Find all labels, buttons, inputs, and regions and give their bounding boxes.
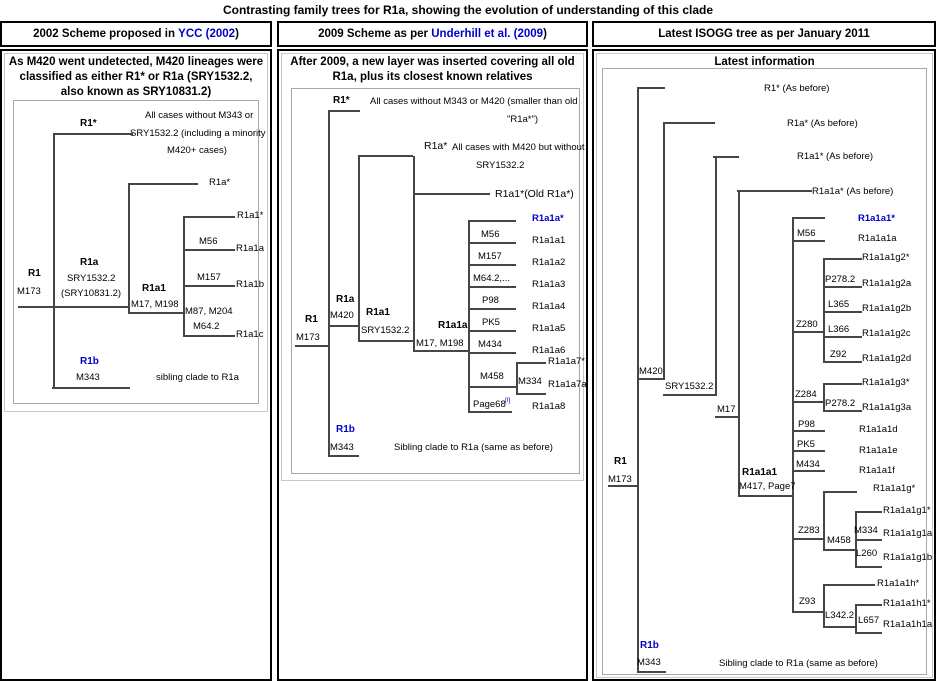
tree-label-l657: L657 xyxy=(858,615,880,626)
tree-branch-line-v xyxy=(53,133,55,389)
tree-label-m420: M420 xyxy=(639,366,663,377)
tree-label-m56: M56 xyxy=(199,236,218,247)
tree-label-sry10831-2: (SRY10831.2) xyxy=(61,288,122,299)
tree-label-sry1532-2: SRY1532.2 xyxy=(476,160,525,171)
header-2009-scheme xyxy=(277,21,588,47)
tree-label-sry1532-2: SRY1532.2 xyxy=(67,273,116,284)
tree-branch-line-v xyxy=(468,220,470,413)
header-2009-prefix: 2009 Scheme as per xyxy=(318,28,432,40)
footnote-marker-l[interactable]: [l] xyxy=(505,397,511,404)
underhill-2009-link[interactable]: Underhill et al. (2009 xyxy=(431,28,544,40)
tree-label-r1a1a5: R1a1a5 xyxy=(532,323,566,334)
tree-branch-line-h xyxy=(128,312,185,314)
tree-label-r1a1a: R1a1a xyxy=(236,243,264,254)
tree-label-r1a1c: R1a1c xyxy=(236,329,264,340)
tree-branch-line-v xyxy=(637,87,639,673)
tree-label-page68: Page68 xyxy=(473,399,506,410)
tree-branch-line-h xyxy=(855,566,882,568)
tree-branch-line-h xyxy=(792,217,825,219)
tree-label-r1a1a1g2c: R1a1a1g2c xyxy=(862,328,911,339)
tree-branch-line-h xyxy=(608,485,639,487)
tree-branch-line-h xyxy=(715,416,740,418)
tree-label-r1a: R1a xyxy=(80,257,99,268)
tree-label-r1a1a1h1a: R1a1a1h1a xyxy=(883,619,933,630)
panel-isogg-note: Latest information xyxy=(714,56,815,68)
tree-branch-line-v xyxy=(823,584,825,628)
tree-branch-line-h xyxy=(358,155,413,157)
tree-branch-line-h xyxy=(792,470,825,472)
tree-label-r1a1a2: R1a1a2 xyxy=(532,257,566,268)
tree-label-r1a1-old-r1a: R1a1*(Old R1a*) xyxy=(495,188,574,200)
tree-label-z283: Z283 xyxy=(798,525,820,536)
tree-label-all-cases-without-m343-or: All cases without M343 or xyxy=(145,110,254,121)
tree-label-r1a1-as-before: R1a1* (As before) xyxy=(797,151,874,162)
panel-2002-note: As M420 went undetected, M420 lineages were classified as either R1* or R1a (SRY1532.2, also known as SRY10831.2) xyxy=(8,56,264,98)
tree-label-r1a1b: R1a1b xyxy=(236,279,264,290)
tree-branch-line-h xyxy=(663,394,717,396)
tree-branch-line-h xyxy=(792,611,825,613)
figure-title: Contrasting family trees for R1a, showing the evolution of understanding of this clade xyxy=(222,3,714,17)
tree-label-r1a: R1a* xyxy=(424,140,448,152)
tree-branch-line-v xyxy=(738,190,740,497)
tree-label-all-cases-without-m343-or-m4: All cases without M343 or M420 (smaller than old xyxy=(370,96,578,107)
tree-label-r1a1: R1a1 xyxy=(366,307,390,318)
tree-branch-line-h xyxy=(792,331,825,333)
tree-label-r1a1a1g1a: R1a1a1g1a xyxy=(883,528,933,539)
tree-branch-line-h xyxy=(792,450,825,452)
tree-label-r1a: R1a xyxy=(336,294,355,305)
tree-label-r1: R1 xyxy=(28,268,41,279)
tree-branch-line-h xyxy=(468,352,516,354)
panel-2009-note: After 2009, a new layer was inserted covering all old R1a, plus its closest known relatives xyxy=(290,56,575,83)
tree-label-r1a1a1g1b: R1a1a1g1b xyxy=(883,552,933,563)
tree-label-r1: R1 xyxy=(614,456,627,467)
tree-label-r1a1a1g2a: R1a1a1g2a xyxy=(862,278,912,289)
tree-label-m343: M343 xyxy=(637,657,661,668)
tree-branch-line-h xyxy=(792,401,825,403)
tree-label-sibling-clade-to-r1a: sibling clade to R1a xyxy=(156,372,239,383)
tree-label-l366: L366 xyxy=(828,324,850,335)
tree-label-r1a1a8: R1a1a8 xyxy=(532,401,566,412)
tree-branch-line-h xyxy=(468,286,516,288)
tree-label-sry1532-2-including-a-minori: SRY1532.2 (including a minority xyxy=(130,128,266,139)
tree-branch-line-v xyxy=(413,156,415,352)
tree-label-m173: M173 xyxy=(608,474,632,485)
tree-branch-line-h xyxy=(737,190,812,192)
tree-label-r1a1a1h: R1a1a1h* xyxy=(877,578,920,589)
tree-branch-line-v xyxy=(823,491,825,551)
tree-label-m87-m204: M87, M204 xyxy=(185,306,233,317)
tree-label-p278-2: P278.2 xyxy=(825,274,856,285)
tree-label-m417-page7: M417, Page7 xyxy=(739,481,796,492)
tree-label-sibling-clade-to-r1a-same-as: Sibling clade to R1a (same as before) xyxy=(719,658,878,669)
tree-label-all-cases-with-m420-but-with: All cases with M420 but without xyxy=(452,142,585,153)
tree-branch-line-h xyxy=(413,350,468,352)
tree-label-m434: M434 xyxy=(478,339,502,350)
tree-label-r1a1: R1a1* xyxy=(237,210,264,221)
tree-branch-line-v xyxy=(855,511,857,568)
tree-label-m343: M343 xyxy=(76,372,100,383)
tree-label-r1a1a1e: R1a1a1e xyxy=(859,445,898,456)
tree-label-z284: Z284 xyxy=(795,389,817,400)
tree-branch-line-h xyxy=(468,242,516,244)
tree-label-pk5: PK5 xyxy=(482,317,500,328)
tree-label-r1a1a1g3: R1a1a1g3* xyxy=(862,377,910,388)
header-isogg-text: Latest ISOGG tree as per January 2011 xyxy=(658,28,870,40)
tree-label-r1a1a1g1: R1a1a1g1* xyxy=(883,505,931,516)
tree-label-r1: R1* xyxy=(333,95,350,106)
tree-label-r1a1: R1a1 xyxy=(142,283,166,294)
tree-branch-line-h xyxy=(328,110,360,112)
tree-branch-line-v xyxy=(128,183,130,314)
tree-label-r1a1a1g2: R1a1a1g2* xyxy=(862,252,910,263)
tree-label-z93: Z93 xyxy=(799,596,816,607)
tree-branch-line-h xyxy=(516,362,546,364)
tree-label-m173: M173 xyxy=(296,332,320,343)
tree-branch-line-h xyxy=(52,387,130,389)
tree-label-r1a1a: R1a1a xyxy=(438,320,468,331)
tree-label-r1a1a1g3a: R1a1a1g3a xyxy=(862,402,912,413)
tree-branch-line-h xyxy=(823,491,857,493)
tree-branch-line-h xyxy=(855,604,882,606)
tree-label-m334: M334 xyxy=(518,376,542,387)
tree-label-r1a-as-before: R1a* (As before) xyxy=(787,118,858,129)
tree-branch-line-h xyxy=(823,286,862,288)
header-isogg-2011 xyxy=(592,21,936,47)
tree-label-r1a1a-as-before: R1a1a* (As before) xyxy=(812,186,894,197)
tree-branch-line-v xyxy=(358,155,360,342)
tree-label-m17: M17 xyxy=(717,404,736,415)
tree-label-m173: M173 xyxy=(17,286,41,297)
tree-label-r1a1a3: R1a1a3 xyxy=(532,279,566,290)
tree-branch-line-h xyxy=(823,361,862,363)
tree-label-sibling-clade-to-r1a-same-as: Sibling clade to R1a (same as before) xyxy=(394,442,553,453)
tree-branch-line-h xyxy=(823,410,862,412)
tree-branch-line-h xyxy=(792,538,825,540)
tree-branch-line-h xyxy=(468,308,516,310)
tree-branch-line-v xyxy=(663,122,665,380)
tree-label-p98: P98 xyxy=(482,295,499,306)
tree-branch-line-h xyxy=(823,383,862,385)
tree-branch-line-h xyxy=(468,411,512,413)
header-2002-suffix: ) xyxy=(235,28,239,40)
tree-branch-line-h xyxy=(183,335,235,337)
tree-branch-line-v xyxy=(328,110,330,457)
tree-label-m64-2: M64.2,... xyxy=(473,273,510,284)
header-2002-prefix: 2002 Scheme proposed in xyxy=(33,28,179,40)
tree-branch-line-v xyxy=(183,216,185,337)
tree-label-r1-as-before: R1* (As before) xyxy=(764,83,830,94)
tree-label-r1b: R1b xyxy=(80,356,99,367)
tree-branch-line-h xyxy=(183,249,235,251)
tree-branch-line-h xyxy=(53,133,133,135)
tree-label-r1a1a1g2d: R1a1a1g2d xyxy=(862,353,912,364)
tree-label-r1a1a7: R1a1a7* xyxy=(548,356,585,367)
tree-label-r1a1a7a: R1a1a7a xyxy=(548,379,587,390)
tree-label-m17-m198: M17, M198 xyxy=(416,338,464,349)
tree-branch-line-h xyxy=(792,240,825,242)
tree-branch-line-h xyxy=(855,539,882,541)
tree-label-m56: M56 xyxy=(797,228,816,239)
tree-branch-line-h xyxy=(855,632,882,634)
tree-label-m157: M157 xyxy=(197,272,221,283)
tree-label-r1a: "R1a*") xyxy=(507,114,539,125)
tree-branch-line-h xyxy=(823,549,855,551)
tree-branch-line-h xyxy=(823,311,862,313)
tree-branch-line-h xyxy=(183,216,235,218)
tree-label-sry1532-2: SRY1532.2 xyxy=(361,325,410,336)
tree-label-p278-2: P278.2 xyxy=(825,398,856,409)
tree-label-l260: L260 xyxy=(856,548,878,559)
tree-branch-line-h xyxy=(295,345,328,347)
tree-branch-line-h xyxy=(328,325,358,327)
tree-branch-line-h xyxy=(516,393,546,395)
tree-label-m334: M334 xyxy=(854,525,878,536)
tree-label-m64-2: M64.2 xyxy=(193,321,220,332)
tree-branch-line-h xyxy=(823,258,862,260)
tree-branch-line-h xyxy=(468,220,516,222)
tree-branch-line-v xyxy=(792,217,794,613)
tree-label-r1a1a4: R1a1a4 xyxy=(532,301,566,312)
tree-label-p98: P98 xyxy=(798,419,815,430)
tree-branch-line-h xyxy=(823,336,862,338)
tree-label-z92: Z92 xyxy=(830,349,847,360)
tree-label-r1b: R1b xyxy=(336,424,355,435)
tree-branch-line-h xyxy=(823,626,857,628)
tree-label-m17-m198: M17, M198 xyxy=(131,299,179,310)
tree-label-r1: R1 xyxy=(305,314,318,325)
tree-branch-line-h xyxy=(823,584,875,586)
tree-branch-line-h xyxy=(792,430,825,432)
tree-label-l342-2: L342.2 xyxy=(825,610,855,621)
tree-label-m56: M56 xyxy=(481,229,500,240)
tree-branch-line-h xyxy=(468,264,516,266)
tree-label-r1a1a: R1a1a* xyxy=(532,213,564,224)
tree-branch-line-h xyxy=(468,330,516,332)
tree-label-r1: R1* xyxy=(80,118,97,129)
tree-label-r1a1a1: R1a1a1* xyxy=(858,213,895,224)
tree-branch-line-h xyxy=(18,306,130,308)
tree-label-m434: M434 xyxy=(796,459,820,470)
tree-branch-line-h xyxy=(738,495,794,497)
tree-label-pk5: PK5 xyxy=(797,439,815,450)
tree-branch-line-h xyxy=(328,455,359,457)
tree-label-r1a1a1h1: R1a1a1h1* xyxy=(883,598,931,609)
tree-branch-line-h xyxy=(468,386,516,388)
tree-label-m458: M458 xyxy=(480,371,504,382)
tree-label-r1a1a1d: R1a1a1d xyxy=(859,424,898,435)
tree-branch-line-v xyxy=(715,156,717,396)
header-2002-scheme xyxy=(0,21,272,47)
tree-branch-line-v xyxy=(855,604,857,634)
tree-branch-line-h xyxy=(183,285,235,287)
tree-label-r1b: R1b xyxy=(640,640,659,651)
tree-label-r1a1a6: R1a1a6 xyxy=(532,345,566,356)
tree-label-m157: M157 xyxy=(478,251,502,262)
tree-label-sry1532-2: SRY1532.2 xyxy=(665,381,714,392)
tree-branch-line-h xyxy=(855,511,882,513)
tree-label-z280: Z280 xyxy=(796,319,818,330)
tree-branch-line-h xyxy=(637,671,666,673)
tree-branch-line-h xyxy=(637,378,665,380)
header-2009-suffix: ) xyxy=(543,28,547,40)
tree-label-m458: M458 xyxy=(827,535,851,546)
ycc-2002-link[interactable]: YCC (2002 xyxy=(178,28,236,40)
tree-label-r1a1a1: R1a1a1 xyxy=(532,235,566,246)
tree-label-r1a1a1g: R1a1a1g* xyxy=(873,483,916,494)
tree-label-m420-cases: M420+ cases) xyxy=(167,145,227,156)
tree-branch-line-h xyxy=(637,87,665,89)
tree-label-r1a: R1a* xyxy=(209,177,231,188)
tree-label-r1a1a1g2b: R1a1a1g2b xyxy=(862,303,912,314)
tree-label-m343: M343 xyxy=(330,442,354,453)
tree-label-r1a1a1a: R1a1a1a xyxy=(858,233,897,244)
tree-label-r1a1a1f: R1a1a1f xyxy=(859,465,895,476)
tree-label-r1a1a1: R1a1a1 xyxy=(742,467,778,478)
tree-branch-line-h xyxy=(663,122,715,124)
tree-label-m420: M420 xyxy=(330,310,354,321)
tree-branch-line-h xyxy=(358,340,413,342)
tree-branch-line-h xyxy=(413,193,490,195)
tree-branch-line-h xyxy=(128,183,198,185)
tree-label-l365: L365 xyxy=(828,299,850,310)
